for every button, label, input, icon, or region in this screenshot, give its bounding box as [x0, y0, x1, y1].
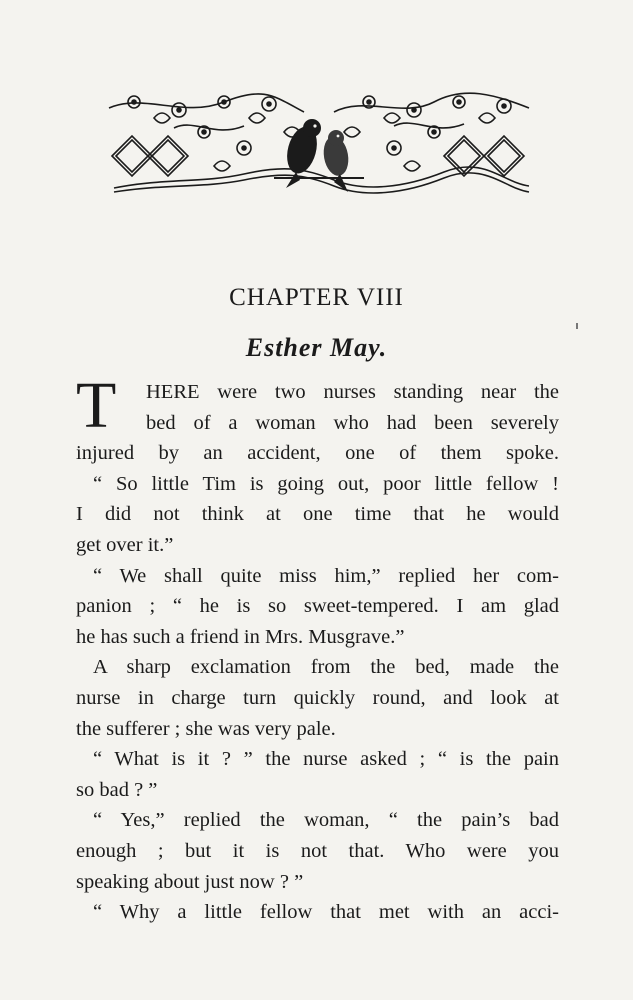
drop-cap: T: [76, 369, 117, 442]
text-line: A sharp exclamation from the bed, made the: [93, 656, 559, 679]
text-line: the sufferer ; she was very pale.: [76, 717, 336, 740]
text-line: nurse in charge turn quickly round, and look at: [76, 686, 559, 709]
text-line: “ What is it ? ” the nurse asked ; “ is the pain: [93, 748, 559, 771]
text-line: “ So little Tim is going out, poor little fellow !: [93, 472, 559, 495]
text-line: HERE were two nurses standing near the: [146, 381, 559, 403]
text-line: injured by an accident, one of them spoke.: [76, 442, 559, 465]
chapter-body: [76, 377, 559, 928]
text-line: “ We shall quite miss him,” replied her com-: [93, 564, 559, 587]
birds-floral-headpiece-icon: [104, 88, 531, 208]
chapter-heading: CHAPTER VIII: [229, 284, 404, 311]
text-line: enough ; but it is not that. Who were you: [76, 839, 559, 862]
text-line: speaking about just now ? ”: [76, 870, 304, 893]
text-line: bed of a woman who had been severely: [146, 411, 559, 434]
text-line: he has such a friend in Mrs. Musgrave.”: [76, 625, 405, 648]
text-line: “ Why a little fellow that met with an acci-: [93, 901, 559, 924]
text-line: panion ; “ he is so sweet-tempered. I am glad: [76, 595, 559, 618]
chapter-subtitle: Esther May.: [245, 333, 388, 362]
scan-mark: [576, 323, 578, 329]
text-line: get over it.”: [76, 533, 174, 556]
text-line: so bad ? ”: [76, 778, 158, 801]
text-line: I did not think at one time that he would: [76, 503, 559, 526]
text-line: “ Yes,” replied the woman, “ the pain’s bad: [93, 809, 559, 832]
